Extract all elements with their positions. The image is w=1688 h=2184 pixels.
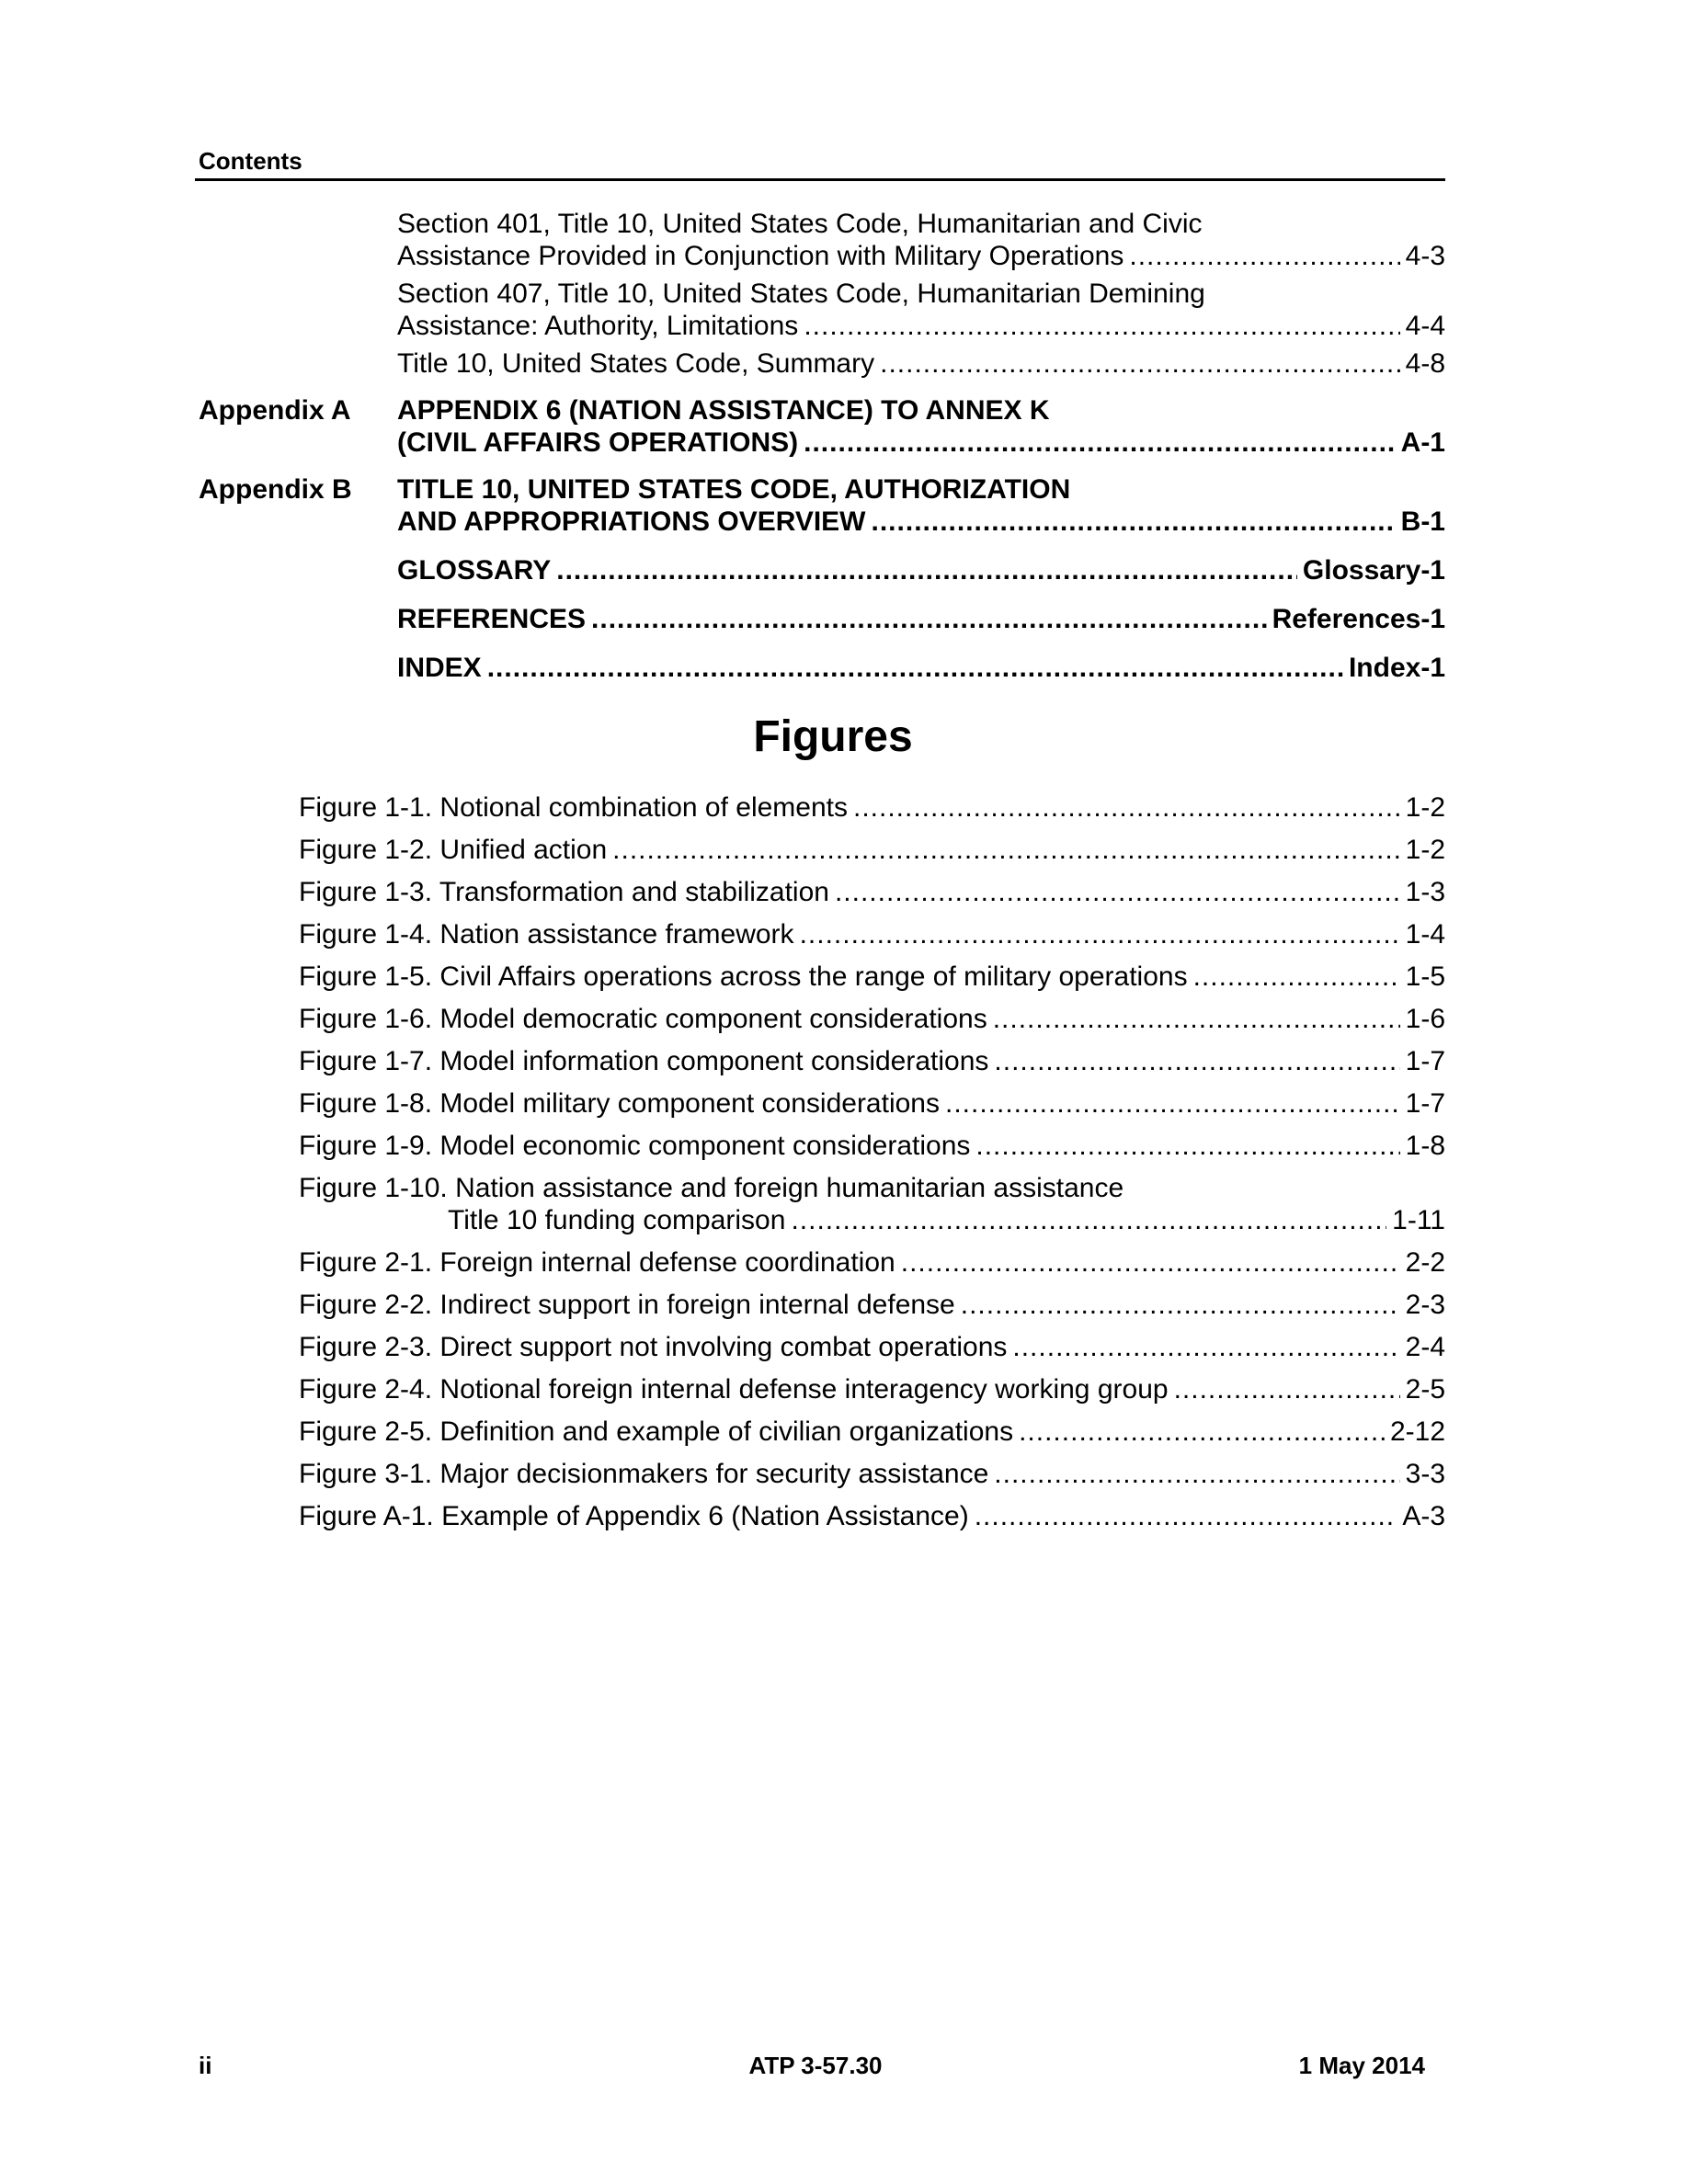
figure-page: 1-2 [1405, 792, 1445, 823]
toc-entry-references[interactable] [397, 603, 1445, 635]
appendix-title-line1: TITLE 10, UNITED STATES CODE, AUTHORIZATION [397, 474, 1071, 505]
leader-dots [1012, 1331, 1399, 1363]
figure-title: Figure 2-1. Foreign internal defense coordination [299, 1247, 895, 1278]
figure-page: 2-5 [1405, 1374, 1445, 1405]
figure-title: Figure 3-1. Major decisionmakers for security assistance [299, 1459, 989, 1489]
figure-title: Figure 1-8. Model military component considerations [299, 1088, 940, 1119]
footer-date: 1 May 2014 [1298, 2052, 1425, 2079]
toc-entry-page: 4-3 [1405, 241, 1445, 271]
toc-entry-page: Glossary-1 [1302, 555, 1445, 586]
figure-page: 2-4 [1405, 1332, 1445, 1362]
appendix-label: Appendix A [199, 395, 351, 426]
figure-entry[interactable] [299, 1458, 1445, 1490]
figure-entry[interactable] [299, 1373, 1445, 1405]
leader-dots [961, 1289, 1400, 1321]
leader-dots [1193, 961, 1400, 993]
leader-dots [1129, 240, 1399, 272]
leader-dots [945, 1087, 1400, 1120]
figure-page: 1-11 [1392, 1205, 1445, 1235]
figure-title: Figure 2-5. Definition and example of civilian organizations [299, 1416, 1014, 1447]
appendix-page: B-1 [1400, 506, 1445, 537]
toc-entry-title: Title 10, United States Code, Summary [397, 348, 875, 379]
figure-page: 3-3 [1405, 1459, 1445, 1489]
figure-page: 1-5 [1405, 961, 1445, 992]
figure-page: 1-2 [1405, 835, 1445, 865]
figures-heading: Figures [753, 712, 913, 761]
toc-entry-title-line2: Assistance Provided in Conjunction with Military Operations [397, 241, 1124, 271]
figure-title: Figure 2-3. Direct support not involving combat operations [299, 1332, 1008, 1362]
leader-dots [994, 1458, 1399, 1490]
leader-dots [975, 1130, 1399, 1162]
figure-title-line1: Figure 1-10. Nation assistance and foreign humanitarian assistance [299, 1173, 1124, 1203]
leader-dots [994, 1045, 1399, 1077]
figure-page: 1-4 [1405, 919, 1445, 950]
figure-title: Figure 2-4. Notional foreign internal defense interagency working group [299, 1374, 1169, 1405]
figure-page: 1-8 [1405, 1131, 1445, 1161]
toc-entry-title-line2: Assistance: Authority, Limitations [397, 311, 799, 341]
figure-title: Figure 1-4. Nation assistance framework [299, 919, 794, 950]
appendix-title-line2: (CIVIL AFFAIRS OPERATIONS) [397, 427, 799, 458]
figure-entry[interactable] [299, 1130, 1445, 1162]
figure-page: A-3 [1402, 1501, 1445, 1531]
figure-page: 1-6 [1405, 1004, 1445, 1034]
footer-page-number: ii [199, 2052, 212, 2079]
figure-title: Figure 1-7. Model information component considerations [299, 1046, 989, 1076]
figure-title: Figure 1-6. Model democratic component considerations [299, 1004, 987, 1034]
figure-entry[interactable] [299, 1087, 1445, 1120]
leader-dots [975, 1500, 1397, 1532]
toc-entry-page: 4-8 [1405, 348, 1445, 379]
toc-entry-page: Index-1 [1348, 653, 1445, 683]
leader-dots [800, 918, 1400, 950]
leader-dots [1019, 1416, 1385, 1448]
toc-entry-section-407[interactable] [397, 278, 1445, 342]
leader-dots [612, 834, 1399, 866]
figure-page: 2-3 [1405, 1290, 1445, 1320]
figure-entry[interactable] [299, 834, 1445, 866]
leader-dots [993, 1003, 1400, 1035]
leader-dots [901, 1246, 1400, 1279]
toc-entry-title-line1: Section 401, Title 10, United States Code, Humanitarian and Civic [397, 209, 1203, 239]
leader-dots [872, 506, 1396, 538]
leader-dots [487, 652, 1343, 684]
figure-entry[interactable] [299, 1500, 1445, 1532]
figure-entry[interactable] [299, 1289, 1445, 1321]
figure-title: Figure 2-2. Indirect support in foreign internal defense [299, 1290, 955, 1320]
leader-dots [880, 347, 1400, 380]
figure-entry[interactable] [299, 1331, 1445, 1363]
leader-dots [835, 876, 1400, 908]
toc-entry-index[interactable] [397, 652, 1445, 684]
toc-entry-title: REFERENCES [397, 604, 587, 634]
figure-page: 2-12 [1389, 1416, 1445, 1447]
figure-page: 1-3 [1405, 877, 1445, 907]
appendix-title-line2: AND APPROPRIATIONS OVERVIEW [397, 506, 866, 537]
figure-title: Figure 1-2. Unified action [299, 835, 608, 865]
figure-title: Figure 1-9. Model economic component considerations [299, 1131, 971, 1161]
figure-page: 2-2 [1405, 1247, 1445, 1278]
figure-page: 1-7 [1405, 1088, 1445, 1119]
figure-entry[interactable] [299, 1416, 1445, 1448]
toc-appendix-b[interactable] [0, 473, 1688, 538]
leader-dots [556, 554, 1297, 586]
figure-entry[interactable] [299, 1246, 1445, 1279]
figures-list [299, 791, 1445, 1532]
figure-page: 1-7 [1405, 1046, 1445, 1076]
figure-title-line2: Title 10 funding comparison [448, 1205, 786, 1235]
appendix-page: A-1 [1400, 427, 1445, 458]
figure-title: Figure A-1. Example of Appendix 6 (Nation Assistance) [299, 1501, 969, 1531]
leader-dots [791, 1204, 1386, 1236]
leader-dots [804, 310, 1399, 342]
table-of-contents [0, 208, 1688, 1542]
toc-entry-title: GLOSSARY [397, 555, 552, 586]
figure-entry[interactable] [299, 1172, 1445, 1236]
footer-publication: ATP 3-57.30 [748, 2052, 883, 2079]
header-rule [195, 178, 1445, 181]
figure-entry[interactable] [299, 1003, 1445, 1035]
figure-title: Figure 1-1. Notional combination of elements [299, 792, 848, 823]
toc-entry-glossary[interactable] [397, 554, 1445, 586]
figure-entry[interactable] [299, 961, 1445, 993]
toc-entry-page: 4-4 [1405, 311, 1445, 341]
toc-entry-title-10-summary[interactable] [397, 347, 1445, 380]
toc-entry-section-401[interactable] [397, 208, 1445, 272]
toc-entry-title-line1: Section 407, Title 10, United States Code, Humanitarian Demining [397, 279, 1205, 309]
figure-title: Figure 1-3. Transformation and stabilization [299, 877, 829, 907]
figure-title: Figure 1-5. Civil Affairs operations across the range of military operations [299, 961, 1188, 992]
figure-entry[interactable] [299, 876, 1445, 908]
toc-appendix-a[interactable] [0, 394, 1688, 459]
figure-entry[interactable] [299, 791, 1445, 824]
leader-dots [1174, 1373, 1400, 1405]
figure-entry[interactable] [299, 1045, 1445, 1077]
appendix-title-line1: APPENDIX 6 (NATION ASSISTANCE) TO ANNEX K [397, 395, 1050, 426]
figure-entry[interactable] [299, 918, 1445, 950]
toc-entry-title: INDEX [397, 653, 482, 683]
leader-dots [591, 603, 1267, 635]
leader-dots [804, 427, 1396, 459]
running-header: Contents [199, 147, 302, 175]
appendix-label: Appendix B [199, 474, 352, 505]
leader-dots [853, 791, 1400, 824]
toc-entry-page: References-1 [1272, 604, 1445, 634]
